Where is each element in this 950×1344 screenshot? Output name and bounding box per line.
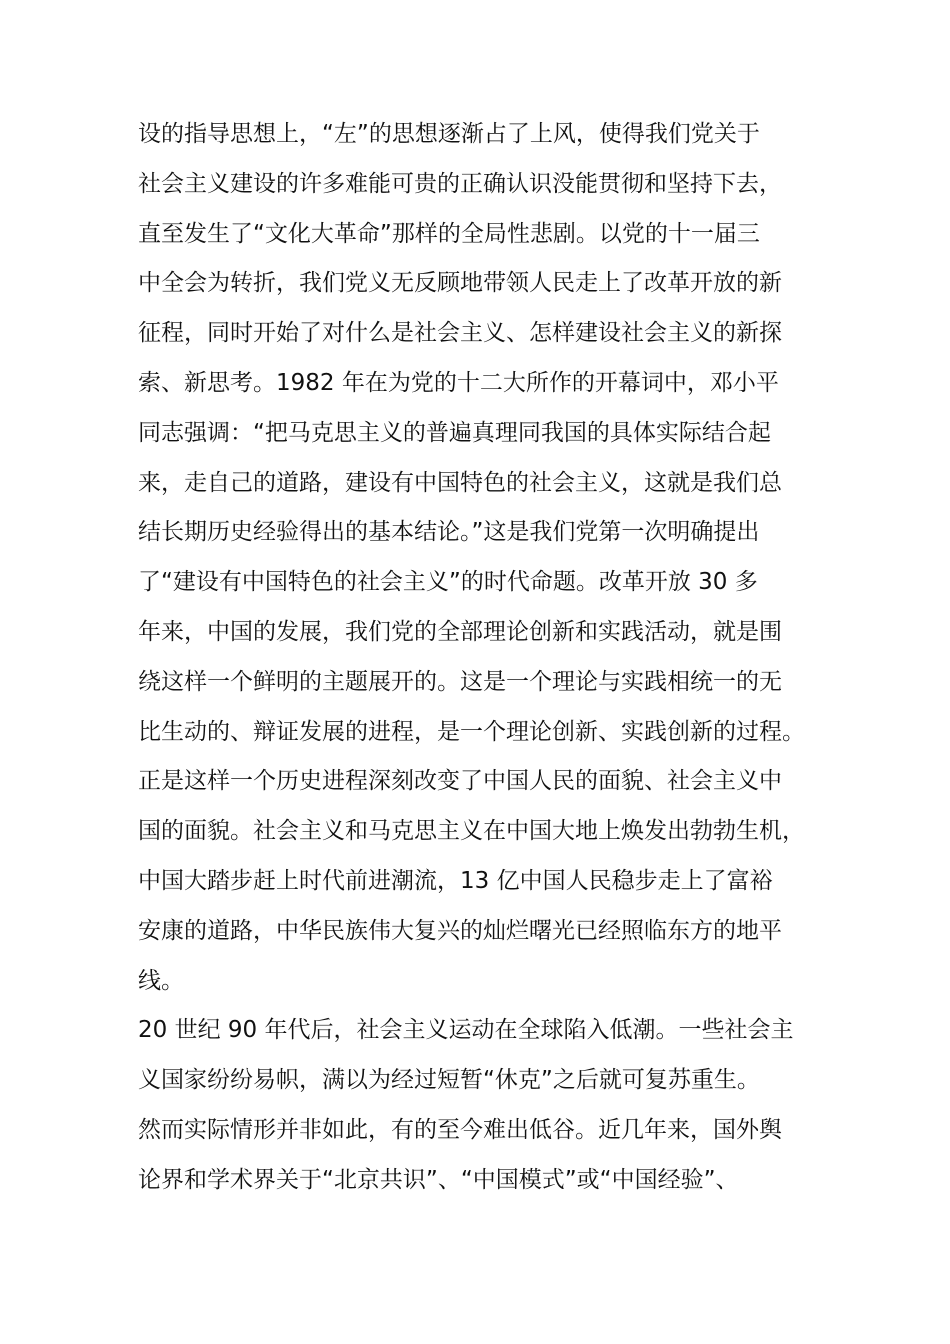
- text-line: 设的指导思想上，“左”的思想逐渐占了上风，使得我们党关于: [138, 121, 760, 147]
- text-line: 中国大踏步赶上时代前进潮流，13 亿中国人民稳步走上了富裕: [138, 867, 773, 894]
- text-line: 年来，中国的发展，我们党的全部理论创新和实践活动，就是围: [138, 618, 782, 645]
- text-line: 社会主义建设的许多难能可贵的正确认识没能贯彻和坚持下去，: [138, 170, 782, 197]
- text-line: 国的面貌。社会主义和马克思主义在中国大地上焕发出勃勃生机，: [138, 818, 805, 845]
- text-line: 安康的道路，中华民族伟大复兴的灿烂曙光已经照临东方的地平: [138, 917, 782, 944]
- text-line: 同志强调：“把马克思主义的普遍真理同我国的具体实际结合起: [138, 419, 771, 446]
- text-line: 索、新思考。1982 年在为党的十二大所作的开幕词中，邓小平: [138, 369, 779, 396]
- text-line: 了“建设有中国特色的社会主义”的时代命题。改革开放 30 多: [138, 569, 758, 596]
- text-line: 中全会为转折，我们党义无反顾地带领人民走上了改革开放的新: [138, 270, 782, 297]
- text-line: 线。: [138, 967, 184, 994]
- body-text: [138, 110, 818, 1206]
- text-line: 来，走自己的道路，建设有中国特色的社会主义，这就是我们总: [138, 469, 782, 496]
- text-line: 正是这样一个历史进程深刻改变了中国人民的面貌、社会主义中: [138, 768, 782, 795]
- text-line: 义国家纷纷易帜，满以为经过短暂“休克”之后就可复苏重生。: [138, 1067, 760, 1094]
- text-line: 直至发生了“文化大革命”那样的全局性悲剧。以党的十一届三: [138, 220, 760, 247]
- text-line: 然而实际情形并非如此，有的至今难出低谷。近几年来，国外舆: [138, 1116, 782, 1143]
- text-line: 结长期历史经验得出的基本结论。”这是我们党第一次明确提出: [138, 519, 760, 546]
- text-line: 论界和学术界关于“北京共识”、“中国模式”或“中国经验”、: [138, 1166, 739, 1193]
- text-line: 20 世纪 90 年代后，社会主义运动在全球陷入低潮。一些社会主: [138, 1017, 794, 1044]
- text-line: 征程，同时开始了对什么是社会主义、怎样建设社会主义的新探: [138, 320, 782, 347]
- text-line: 绕这样一个鲜明的主题展开的。这是一个理论与实践相统一的无: [138, 668, 782, 695]
- text-line: 比生动的、辩证发展的进程，是一个理论创新、实践创新的过程。: [138, 718, 805, 745]
